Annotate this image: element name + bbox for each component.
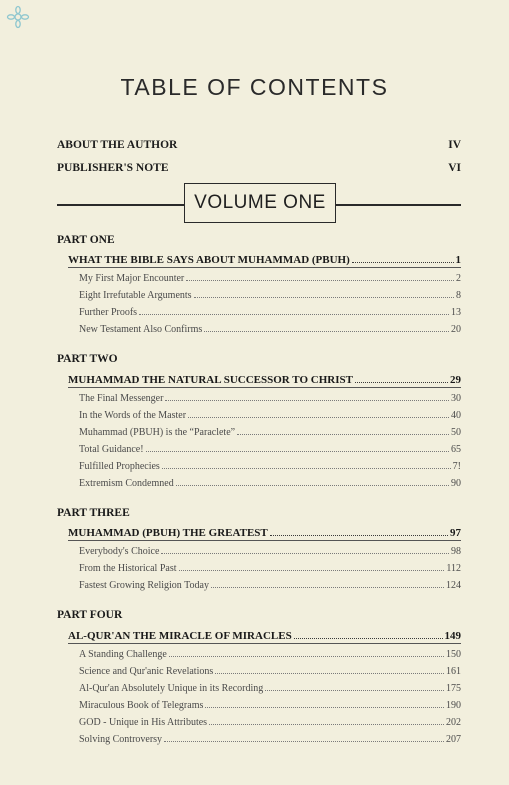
part-heading: PART TWO xyxy=(57,353,118,365)
entry-page: 7! xyxy=(452,461,461,472)
part-heading: PART THREE xyxy=(57,507,130,519)
divider xyxy=(68,643,461,644)
dot-leader xyxy=(237,434,449,435)
toc-entry[interactable] xyxy=(79,423,461,438)
dot-leader xyxy=(355,382,448,383)
entry-page: 65 xyxy=(451,444,461,455)
dot-leader xyxy=(161,553,449,554)
dot-leader xyxy=(204,331,449,332)
toc-entry-about-author[interactable] xyxy=(57,137,461,153)
dot-leader xyxy=(194,297,454,298)
dot-leader xyxy=(205,707,444,708)
entry-page: IV xyxy=(448,139,461,151)
toc-entry[interactable] xyxy=(79,457,461,472)
dot-leader xyxy=(169,656,444,657)
toc-entry[interactable] xyxy=(79,576,461,591)
toc-entry[interactable] xyxy=(79,696,461,711)
entry-page: VI xyxy=(448,162,461,174)
entry-label: Solving Controversy xyxy=(79,734,163,745)
toc-entry-publishers-note[interactable] xyxy=(57,160,461,176)
divider xyxy=(68,540,461,541)
entry-label: Muhammad (PBUH) is the “Paraclete” xyxy=(79,427,236,438)
entry-label: My First Major Encounter xyxy=(79,273,185,284)
dot-leader xyxy=(211,587,444,588)
entry-page: 98 xyxy=(451,546,461,557)
entry-page: 161 xyxy=(446,666,461,677)
entry-label: WHAT THE BIBLE SAYS ABOUT MUHAMMAD (PBUH) xyxy=(68,254,350,266)
toc-entry[interactable] xyxy=(79,645,461,660)
entry-label: PUBLISHER'S NOTE xyxy=(57,162,169,174)
entry-page: 124 xyxy=(446,580,461,591)
toc-entry[interactable] xyxy=(79,269,461,284)
entry-label: In the Words of the Master xyxy=(79,410,187,421)
entry-label: Total Guidance! xyxy=(79,444,144,455)
entry-page: 149 xyxy=(444,630,461,642)
entry-label: Fulfilled Prophecies xyxy=(79,461,160,472)
entry-page: 1 xyxy=(455,254,461,266)
toc-entry[interactable] xyxy=(79,440,461,455)
entry-page: 2 xyxy=(456,273,461,284)
toc-entry[interactable] xyxy=(79,406,461,421)
entry-label: Eight Irrefutable Arguments xyxy=(79,290,192,301)
entry-label: AL-QUR'AN THE MIRACLE OF MIRACLES xyxy=(68,630,292,642)
entry-page: 190 xyxy=(446,700,461,711)
toc-entry[interactable] xyxy=(79,559,461,574)
divider xyxy=(336,204,461,206)
toc-entry[interactable] xyxy=(79,286,461,301)
entry-label: From the Historical Past xyxy=(79,563,177,574)
dot-leader xyxy=(164,741,444,742)
volume-banner xyxy=(57,183,461,227)
entry-label: The Final Messenger xyxy=(79,393,164,404)
flower-ornament-icon xyxy=(6,5,30,29)
entry-page: 97 xyxy=(450,527,461,539)
toc-chapter[interactable] xyxy=(68,523,461,539)
entry-label: Everybody's Choice xyxy=(79,546,160,557)
part-heading: PART ONE xyxy=(57,234,115,246)
toc-entry[interactable] xyxy=(79,713,461,728)
entry-page: 20 xyxy=(451,324,461,335)
dot-leader xyxy=(165,400,449,401)
part-heading: PART FOUR xyxy=(57,609,123,621)
dot-leader xyxy=(179,570,445,571)
toc-entry[interactable] xyxy=(79,730,461,745)
entry-page: 13 xyxy=(451,307,461,318)
dot-leader xyxy=(209,724,444,725)
divider xyxy=(68,267,461,268)
entry-page: 112 xyxy=(446,563,461,574)
toc-chapter[interactable] xyxy=(68,626,461,642)
entry-page: 30 xyxy=(451,393,461,404)
entry-label: ABOUT THE AUTHOR xyxy=(57,139,178,151)
dot-leader xyxy=(215,673,444,674)
entry-label: New Testament Also Confirms xyxy=(79,324,203,335)
entry-label: Miraculous Book of Telegrams xyxy=(79,700,204,711)
toc-chapter[interactable] xyxy=(68,250,461,266)
toc-entry[interactable] xyxy=(79,320,461,335)
dot-leader xyxy=(352,262,454,263)
entry-label: MUHAMMAD (PBUH) THE GREATEST xyxy=(68,527,268,539)
entry-label: Al-Qur'an Absolutely Unique in its Recording xyxy=(79,683,264,694)
dot-leader xyxy=(176,485,449,486)
entry-label: Extremism Condemned xyxy=(79,478,174,489)
entry-label: A Standing Challenge xyxy=(79,649,167,660)
volume-title: VOLUME ONE xyxy=(184,183,336,223)
entry-page: 90 xyxy=(451,478,461,489)
dot-leader xyxy=(186,280,454,281)
toc-chapter[interactable] xyxy=(68,370,461,386)
entry-page: 175 xyxy=(446,683,461,694)
toc-entry[interactable] xyxy=(79,389,461,404)
entry-label: MUHAMMAD THE NATURAL SUCCESSOR TO CHRIST xyxy=(68,374,353,386)
entry-page: 40 xyxy=(451,410,461,421)
toc-entry[interactable] xyxy=(79,303,461,318)
dot-leader xyxy=(188,417,449,418)
dot-leader xyxy=(146,451,449,452)
entry-label: Further Proofs xyxy=(79,307,138,318)
dot-leader xyxy=(139,314,449,315)
toc-entry[interactable] xyxy=(79,679,461,694)
divider xyxy=(68,387,461,388)
toc-entry[interactable] xyxy=(79,542,461,557)
toc-entry[interactable] xyxy=(79,474,461,489)
entry-page: 29 xyxy=(450,374,461,386)
dot-leader xyxy=(162,468,451,469)
entry-page: 150 xyxy=(446,649,461,660)
entry-page: 207 xyxy=(446,734,461,745)
entry-page: 50 xyxy=(451,427,461,438)
dot-leader xyxy=(294,638,443,639)
entry-page: 8 xyxy=(456,290,461,301)
divider xyxy=(57,204,184,206)
entry-label: Science and Qur'anic Revelations xyxy=(79,666,214,677)
page-title: TABLE OF CONTENTS xyxy=(120,74,389,100)
entry-page: 202 xyxy=(446,717,461,728)
toc-entry[interactable] xyxy=(79,662,461,677)
dot-leader xyxy=(270,535,448,536)
entry-label: Fastest Growing Religion Today xyxy=(79,580,209,591)
dot-leader xyxy=(265,690,444,691)
entry-label: GOD - Unique in His Attributes xyxy=(79,717,208,728)
